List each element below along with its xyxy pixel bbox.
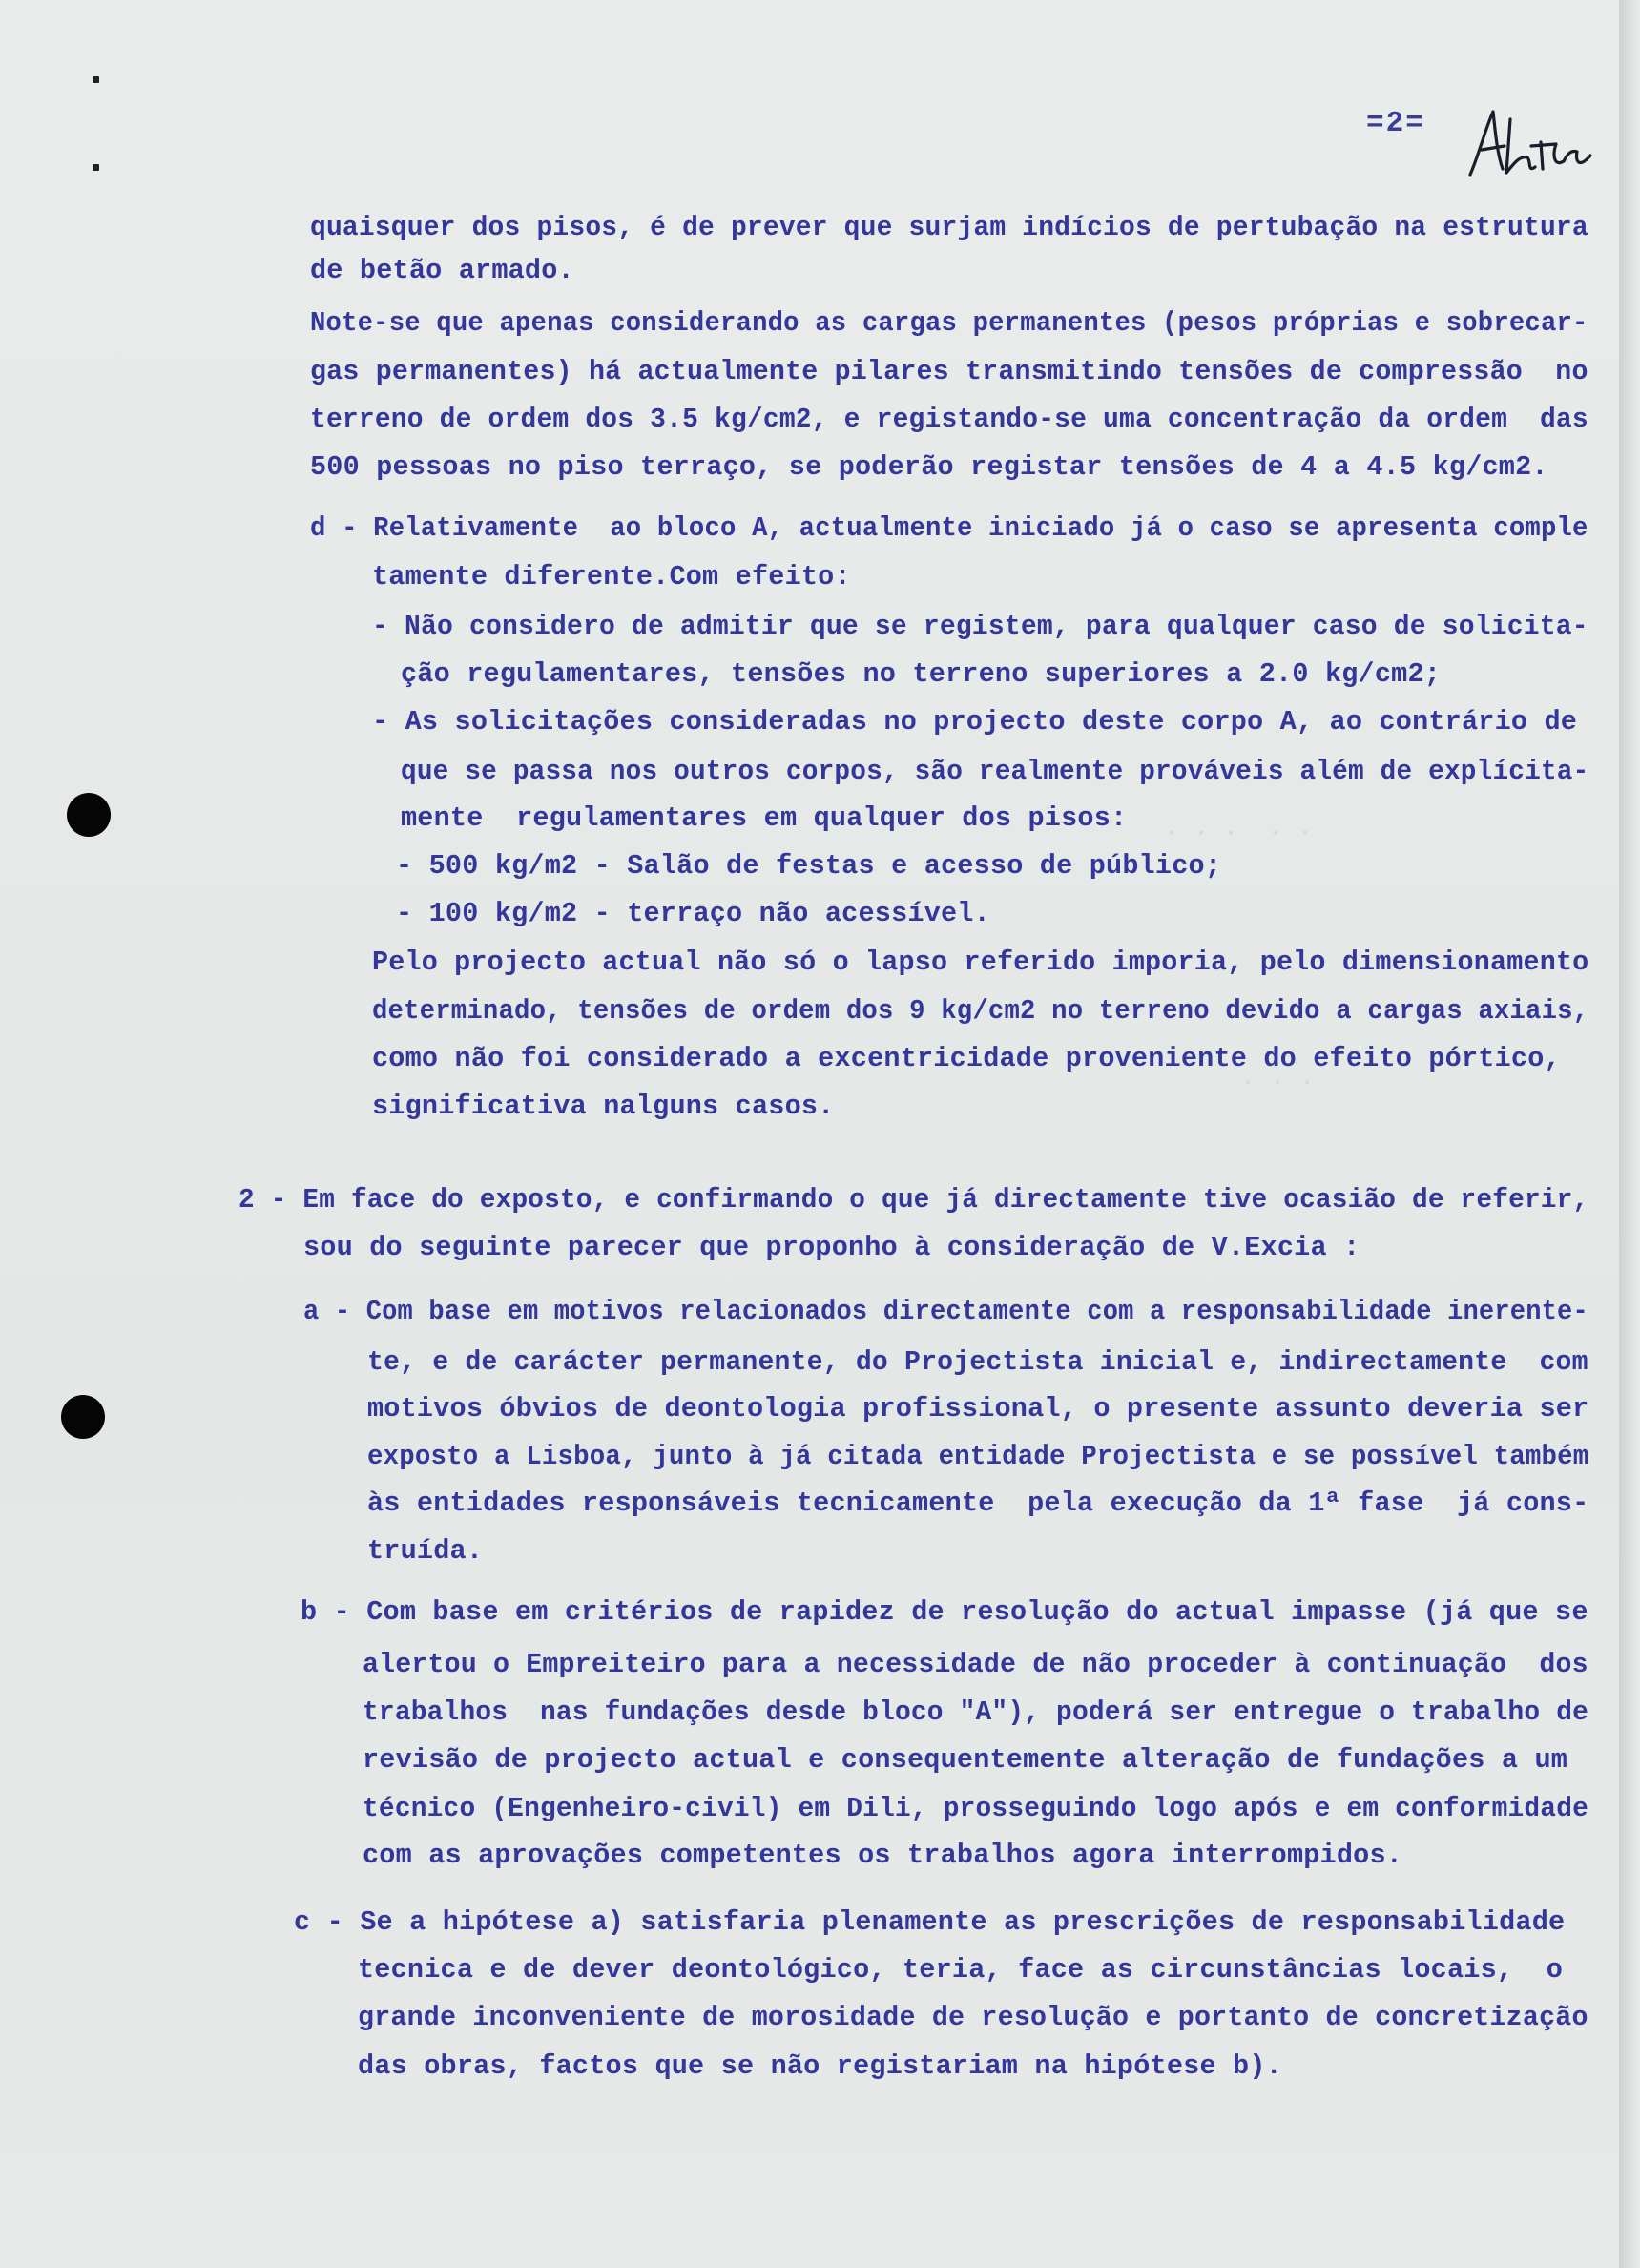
page-edge: [1619, 0, 1640, 2268]
text-line: significativa nalguns casos.: [372, 1091, 835, 1122]
text-line: grande inconveniente de morosidade de resolução e portanto de concretização: [358, 2002, 1588, 2033]
text-line: b - Com base em critérios de rapidez de resolução do actual impasse (já que se: [301, 1596, 1588, 1628]
text-line: tecnica e de dever deontológico, teria, face as circunstâncias locais, o: [358, 1954, 1564, 1986]
text-line: - As solicitações consideradas no projecto deste corpo A, ao contrário de: [372, 706, 1578, 738]
signature: [1464, 100, 1593, 186]
page-number: =2=: [1366, 107, 1425, 140]
text-line: trabalhos nas fundações desde bloco "A"), poderá ser entregue o trabalho de: [363, 1696, 1589, 1728]
text-line: c - Se a hipótese a) satisfaria plenamente as prescrições de responsabilidade: [294, 1906, 1566, 1938]
show-through-text: · · ·: [1240, 1069, 1316, 1097]
corner-mark: [93, 76, 99, 83]
text-line: como não foi considerado a excentricidade proveniente do efeito pórtico,: [372, 1043, 1561, 1074]
text-line: gas permanentes) há actualmente pilares transmitindo tensões de compressão no: [310, 356, 1588, 387]
text-line: - 500 kg/m2 - Salão de festas e acesso de público;: [396, 850, 1222, 882]
corner-mark: [93, 164, 99, 171]
text-line: d - Relativamente ao bloco A, actualmente iniciado já o caso se apresenta comple: [310, 512, 1588, 544]
text-line: - 100 kg/m2 - terraço não acessível.: [396, 898, 990, 929]
text-line: - Não considero de admitir que se registem, para qualquer caso de solicita-: [372, 611, 1588, 642]
text-line: ção regulamentares, tensões no terreno superiores a 2.0 kg/cm2;: [401, 658, 1442, 690]
punch-hole-bottom: [61, 1395, 105, 1439]
text-line: às entidades responsáveis tecnicamente pela execução da 1ª fase já cons-: [367, 1488, 1589, 1519]
text-line: determinado, tensões de ordem dos 9 kg/cm2 no terreno devido a cargas axiais,: [372, 995, 1589, 1027]
text-line: a - Com base em motivos relacionados directamente com a responsabilidade inerente-: [303, 1296, 1588, 1327]
text-line: das obras, factos que se não registariam na hipótese b).: [358, 2050, 1282, 2082]
text-line: quaisquer dos pisos, é de prever que surjam indícios de pertubação na estrutura: [310, 212, 1588, 243]
text-line: truída.: [367, 1535, 484, 1567]
text-line: te, e de carácter permanente, do Projectista inicial e, indirectamente com: [367, 1346, 1588, 1378]
text-line: exposto a Lisboa, junto à já citada entidade Projectista e se possível também: [367, 1441, 1589, 1472]
text-line: sou do seguinte parecer que proponho à consideração de V.Excia :: [303, 1232, 1360, 1263]
text-line: tamente diferente.Com efeito:: [372, 561, 851, 593]
text-line: 2 - Em face do exposto, e confirmando o que já directamente tive ocasião de referir,: [239, 1184, 1589, 1216]
text-line: motivos óbvios de deontologia profissional, o presente assunto deveria ser: [367, 1393, 1589, 1425]
text-line: técnico (Engenheiro-civil) em Dili, prosseguindo logo após e em conformidade: [363, 1793, 1589, 1824]
text-line: com as aprovações competentes os trabalhos agora interrompidos.: [363, 1840, 1403, 1871]
text-line: que se passa nos outros corpos, são realmente prováveis além de explícita-: [401, 756, 1589, 787]
punch-hole-top: [67, 793, 111, 837]
text-line: Note-se que apenas considerando as cargas permanentes (pesos próprias e sobrecar-: [310, 307, 1588, 339]
text-line: mente regulamentares em qualquer dos pisos:: [401, 802, 1128, 834]
text-line: Pelo projecto actual não só o lapso referido imporia, pelo dimensionamento: [372, 947, 1589, 978]
text-line: alertou o Empreiteiro para a necessidade de não proceder à continuação dos: [363, 1649, 1588, 1680]
text-line: revisão de projecto actual e consequentemente alteração de fundações a um: [363, 1744, 1568, 1776]
text-line: de betão armado.: [310, 255, 574, 286]
show-through-text: · · · · ·: [1164, 819, 1314, 847]
text-line: terreno de ordem dos 3.5 kg/cm2, e registando-se uma concentração da ordem das: [310, 404, 1588, 435]
text-line: 500 pessoas no piso terraço, se poderão registar tensões de 4 a 4.5 kg/cm2.: [310, 451, 1548, 483]
